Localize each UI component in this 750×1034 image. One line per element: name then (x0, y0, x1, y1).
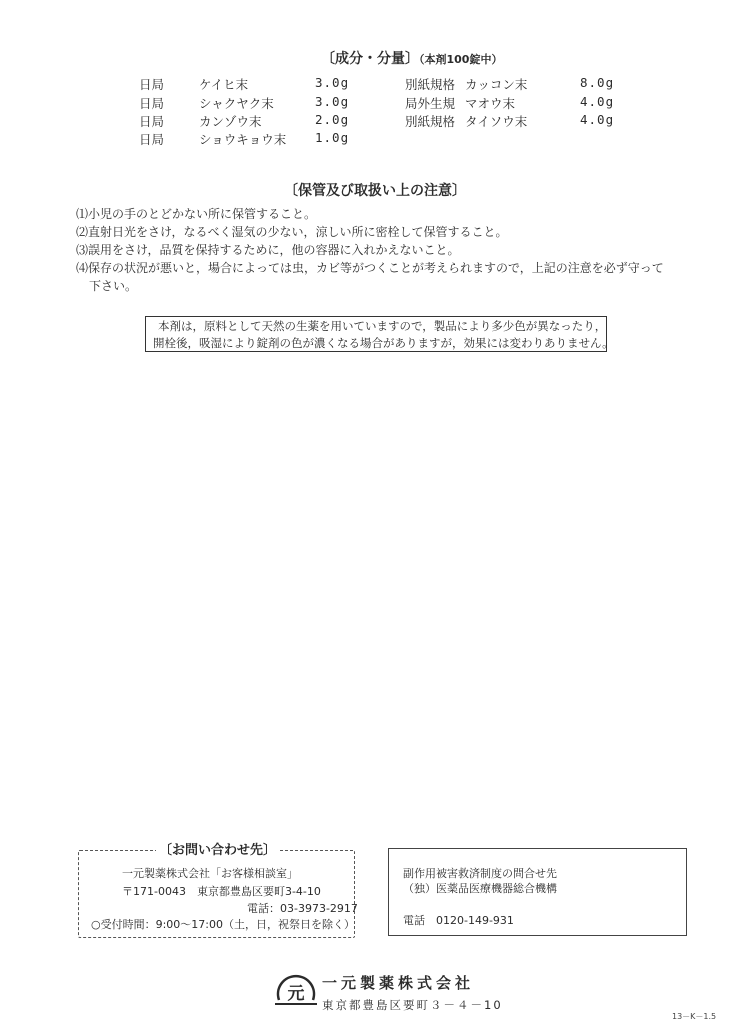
logo-glyph: 元 (287, 984, 305, 1004)
ingredient-grade: 別紙規格 (405, 77, 456, 92)
contact-company: 一元製薬株式会社「お客様相談室」 (122, 867, 298, 880)
ingredient-name: シャクヤク末 (199, 96, 274, 111)
ingredients-title: 〔成分・分量〕 (321, 51, 419, 67)
caution-item: ⑶誤用をさけ，品質を保持するために，他の容器に入れかえないこと。 (76, 243, 460, 257)
notice-line: 本剤は，原料として天然の生薬を用いていますので，製品により多少色が異なったり， (158, 319, 607, 333)
ingredients-subtitle: （本剤100錠中） (419, 53, 503, 66)
relief-phone: 電話 0120-149-931 (403, 914, 514, 927)
ingredient-name: ショウキョウ末 (199, 132, 287, 147)
caution-item: ⑴小児の手のとどかない所に保管すること。 (76, 207, 317, 221)
ingredient-grade: 日局 (139, 132, 165, 147)
ingredient-amount: 1.0g (315, 130, 350, 145)
ingredient-amount: 4.0g (580, 94, 615, 109)
footer-company-address: 東京都豊島区要町３－４－10 (322, 998, 503, 1012)
company-logo-icon (273, 968, 319, 1014)
ingredient-name: カッコン末 (465, 77, 528, 92)
ingredient-amount: 3.0g (315, 75, 350, 90)
ingredient-grade: 局外生規 (405, 96, 456, 111)
relief-title: 副作用被害救済制度の問合せ先 (403, 867, 557, 880)
contact-title: 〔お問い合わせ先〕 (156, 839, 279, 858)
caution-item-continued: 下さい。 (89, 279, 138, 293)
notice-line: 開栓後，吸湿により錠剤の色が濃くなる場合がありますが，効果には変わりありません。 (153, 336, 614, 350)
contact-address: 〒171-0043 東京都豊島区要町3-4-10 (122, 885, 321, 898)
ingredient-name: タイソウ末 (465, 114, 528, 129)
ingredient-grade: 日局 (139, 96, 165, 111)
relief-organization: （独）医薬品医療機器総合機構 (403, 882, 557, 895)
ingredient-amount: 3.0g (315, 94, 350, 109)
caution-item: ⑷保存の状況が悪いと，場合によっては虫，カビ等がつくことが考えられますので，上記の注意を必ず守って (76, 261, 664, 275)
ingredient-grade: 別紙規格 (405, 114, 456, 129)
storage-heading: 〔保管及び取扱い上の注意〕 (284, 183, 466, 199)
ingredient-name: カンゾウ末 (199, 114, 262, 129)
ingredient-amount: 8.0g (580, 75, 615, 90)
caution-item: ⑵直射日光をさけ，なるべく湿気の少ない，涼しい所に密栓して保管すること。 (76, 225, 508, 239)
ingredient-amount: 4.0g (580, 112, 615, 127)
ingredient-grade: 日局 (139, 77, 165, 92)
contact-phone: 電話：03-3973-2917 (247, 902, 358, 915)
ingredient-name: マオウ末 (465, 96, 516, 111)
ingredients-heading (321, 48, 502, 68)
footer-company-name: 一元製薬株式会社 (322, 974, 475, 992)
ingredient-amount: 2.0g (315, 112, 350, 127)
ingredient-grade: 日局 (139, 114, 165, 129)
color-variation-notice (145, 316, 614, 352)
ingredient-name: ケイヒ末 (199, 77, 249, 92)
document-code: 13－K－1.5 (672, 1012, 717, 1021)
contact-hours: ○受付時間：9:00～17:00（土，日，祝祭日を除く） (91, 918, 355, 931)
